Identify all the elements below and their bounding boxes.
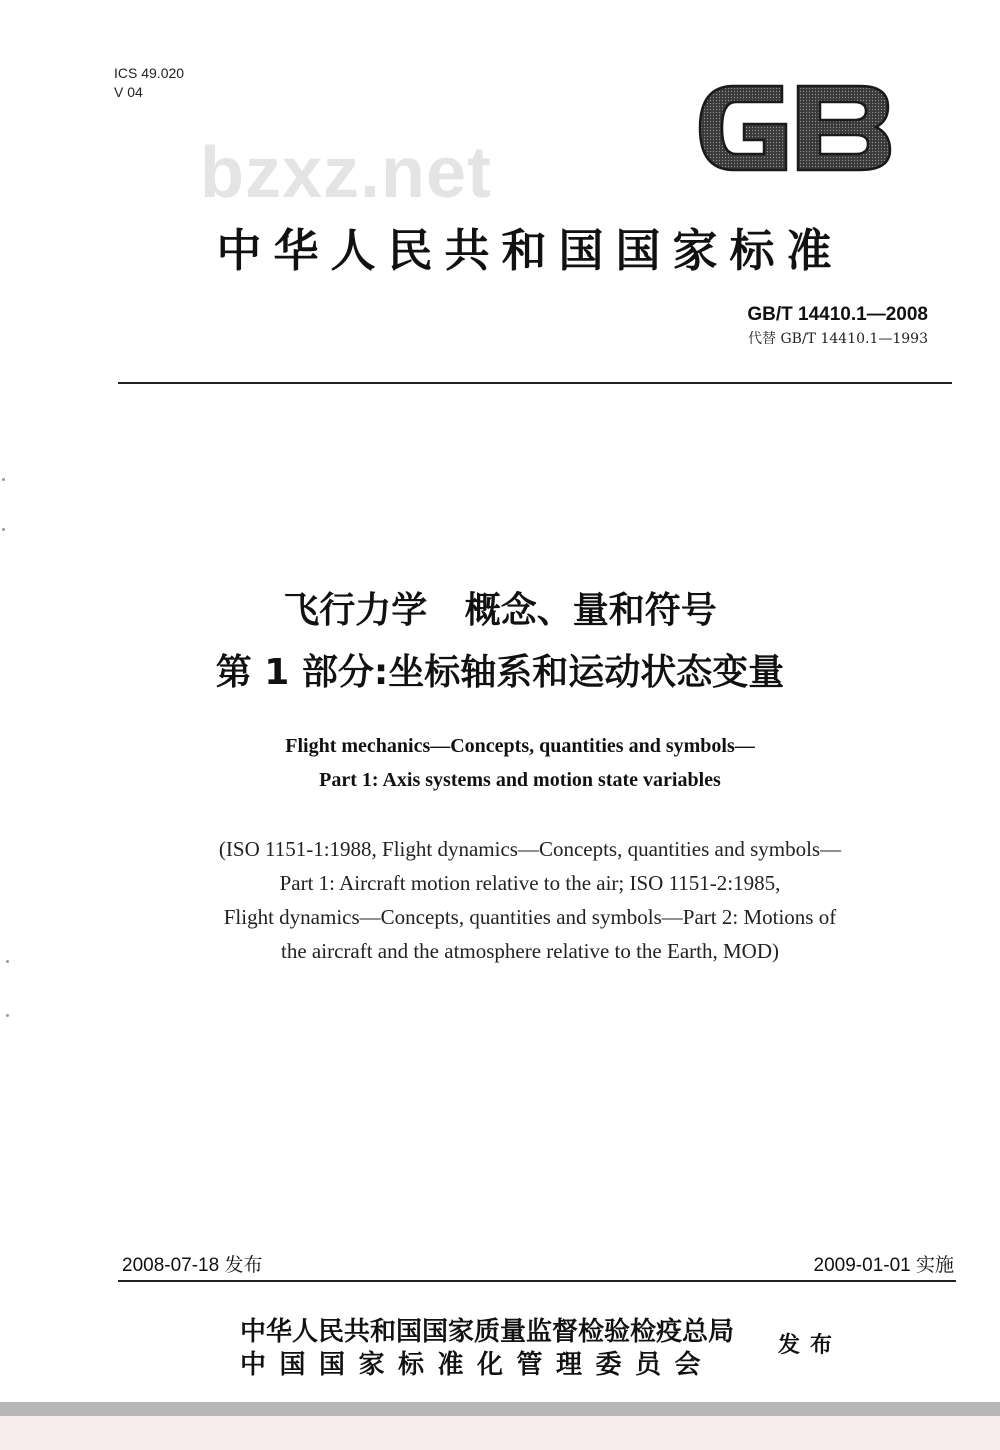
- page-bottom-band: [0, 1416, 1000, 1450]
- chinese-title-line-1: 飞行力学 概念、量和符号: [283, 590, 717, 631]
- implementation-date: 2009-01-01 实施: [813, 1255, 954, 1276]
- scan-speck: [6, 1014, 9, 1017]
- iso-reference-line-2: Part 1: Aircraft motion relative to the air; ISO 1151-2:1985,: [279, 871, 781, 895]
- national-standard-title: 中华人民共和国国家标准: [216, 224, 844, 277]
- issue-date: 2008-07-18 发布: [122, 1255, 263, 1276]
- iso-reference-line-4: the aircraft and the atmosphere relative to the Earth, MOD): [281, 939, 779, 963]
- footer-divider: [118, 1280, 956, 1282]
- gb-logo: [694, 78, 894, 178]
- standard-number: GB/T 14410.1—2008: [747, 304, 928, 325]
- chinese-title-line-2: 第 1 部分:坐标轴系和运动状态变量: [215, 652, 785, 693]
- classification-code: V 04: [114, 84, 143, 100]
- iso-reference-line-1: (ISO 1151-1:1988, Flight dynamics—Concepts, quantities and symbols—: [218, 837, 842, 861]
- scan-speck: [6, 960, 9, 963]
- ics-code: [114, 64, 184, 102]
- header-divider: [118, 382, 952, 384]
- replaces-standard: 代替 GB/T 14410.1—1993: [748, 331, 928, 347]
- iso-reference-line-3: Flight dynamics—Concepts, quantities and symbols—Part 2: Motions of: [223, 905, 837, 929]
- issuer-line-2: 中国国家标准化管理委员会: [240, 1350, 715, 1380]
- english-title-line-1: Flight mechanics—Concepts, quantities and symbols—: [285, 735, 755, 757]
- issuer-line-1: 中华人民共和国国家质量监督检验检疫总局: [240, 1317, 735, 1347]
- scan-speck: [2, 528, 5, 531]
- svg-text:GB: GB: [794, 128, 796, 129]
- issue-label: 发布: [778, 1332, 843, 1358]
- scan-speck: [2, 478, 5, 481]
- english-title-line-2: Part 1: Axis systems and motion state variables: [319, 769, 721, 791]
- watermark: bzxz.net: [200, 133, 493, 213]
- ics-number: ICS 49.020: [114, 65, 185, 81]
- page-bottom-bar: [0, 1402, 1000, 1416]
